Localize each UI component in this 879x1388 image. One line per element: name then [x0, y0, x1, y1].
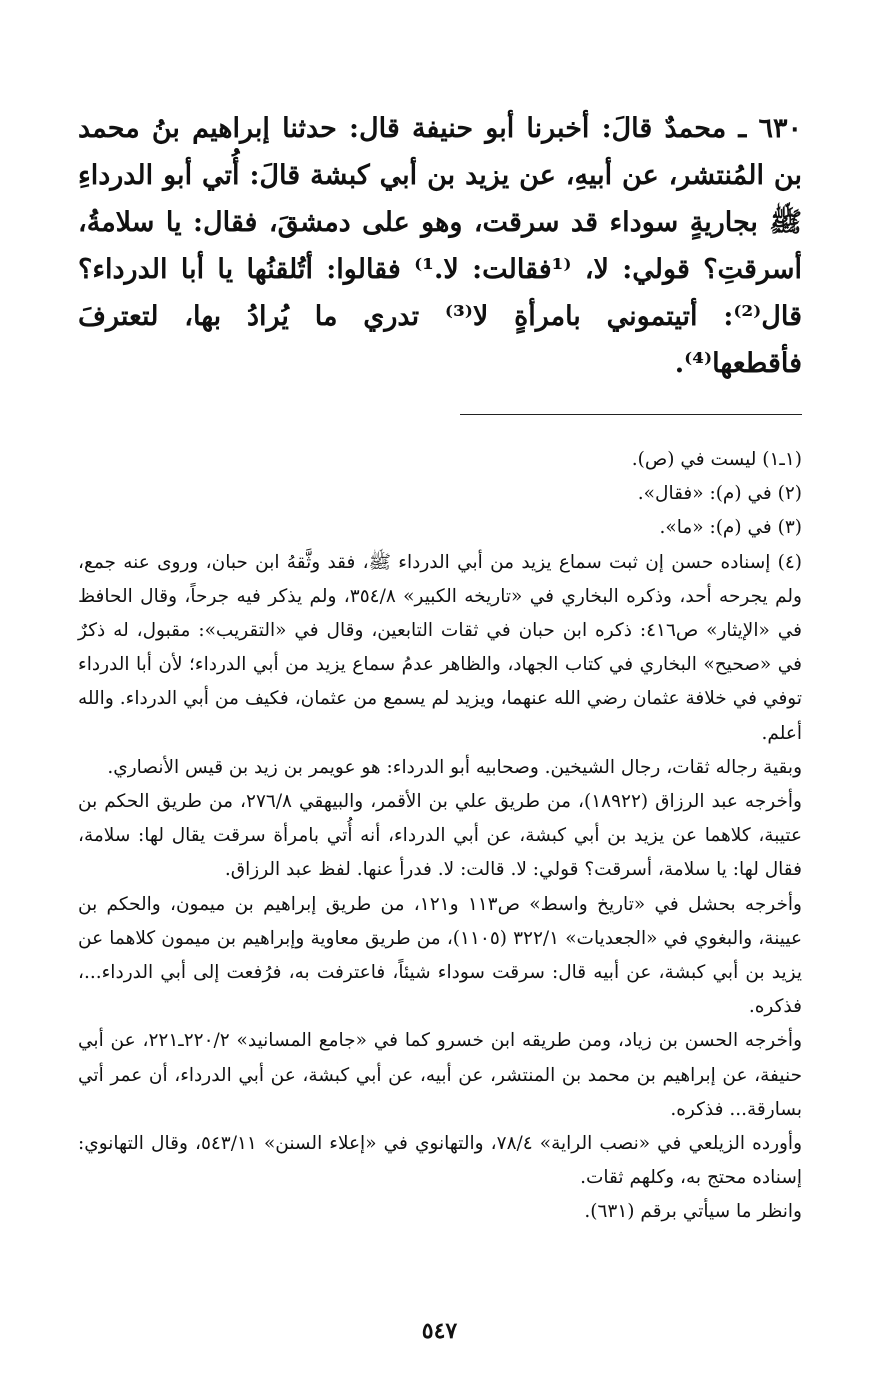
commentary-paragraph-6: وانظر ما سيأتي برقم (٦٣١). [584, 1201, 802, 1223]
hadith-paragraph: ٦٣٠ ـ محمدٌ قالَ: أخبرنا أبو حنيفة قال: حدثنا إبراهيم بنُ محمد بن المُنتشر، عن أبيهِ، عن يزيد بن أبي كبشة قالَ: أُتي أبو الدرداءِ ﷺ بجاريةٍ سوداء قد سرقت، وهو على دمشقَ، فقال: يا سلامةُ، أسرقتِ؟ قولي: لا، ⁽¹فقالت: لا.¹⁾ فقالوا: أتُلقنُها يا أبا الدرداء؟ قال⁽²⁾: أتيتموني بامرأةٍ لا⁽³⁾ تدري ما يُرادُ بها، لتعترفَ فأقطعها⁽⁴⁾. [78, 113, 802, 379]
footnote-2: (٢) في (م): «فقال». [637, 483, 802, 505]
footnote-4: (٤) إسناده حسن إن ثبت سماع يزيد من أبي الدرداء ﷺ، فقد وثَّقهُ ابن حبان، وروى عنه جمع، ولم يجرحه أحد، وذكره البخاري في «تاريخه الكبير» ٣٥٤/٨، ولم يذكر فيه جرحاً، وقال الحافظ في «الإيثار» ص٤١٦: ذكره ابن حبان في ثقات التابعين، وقال في «التقريب»: مقبول، له ذكرٌ في «صحيح» البخاري في كتاب الجهاد، والظاهر عدمُ سماع يزيد من أبي الدرداء؛ لأن أبا الدرداء توفي في خلافة عثمان رضي الله عنهما، ويزيد لم يسمع من عثمان، فكيف من أبي الدرداء. والله أعلم. [78, 551, 802, 744]
commentary-paragraph-2: وأخرجه عبد الرزاق (١٨٩٢٢)، من طريق علي بن الأقمر، والبيهقي ٢٧٦/٨، من طريق الحكم بن عتيبة، كلاهما عن يزيد بن أبي كبشة، عن أبي الدرداء، أنه أُتي بامرأة سرقت يقال لها: سلامة، فقال لها: يا سلامة، أسرقت؟ قولي: لا. قالت: لا. فدرأ عنها. لفظ عبد الرزاق. [78, 791, 802, 881]
page-number: ٥٤٧ [421, 1318, 458, 1344]
commentary-paragraph-5: وأورده الزيلعي في «نصب الراية» ٧٨/٤، والتهانوي في «إعلاء السنن» ٥٤٣/١١، وقال التهانوي: إسناده محتج به، وكلهم ثقات. [78, 1133, 803, 1189]
footnotes-section [78, 443, 802, 1230]
footnote-3: (٣) في (م): «ما». [659, 517, 802, 539]
commentary-paragraph-3: وأخرجه بحشل في «تاريخ واسط» ص١١٣ و١٢١، من طريق إبراهيم بن ميمون، والحكم بن عيينة، والبغوي في «الجعديات» ٣٢٢/١ (١١٠٥)، من طريق معاوية وإبراهيم بن ميمون كلاهما عن يزيد بن أبي كبشة، عن أبيه قال: سرقت سوداء شيئاً، فاعترفت به، فرُفعت إلى أبي الدرداء...، فذكره. [78, 893, 802, 1018]
commentary-paragraph-1: وبقية رجاله ثقات، رجال الشيخين. وصحابيه أبو الدرداء: هو عويمر بن زيد بن قيس الأنصاري. [107, 756, 802, 778]
commentary-paragraph-4: وأخرجه الحسن بن زياد، ومن طريقه ابن خسرو كما في «جامع المسانيد» ٢٢٠/٢ـ٢٢١، عن أبي حنيفة، عن إبراهيم بن محمد بن المنتشر، عن أبيه، عن أبي كبشة، عن أبي الدرداء، أن عمر أتي بسارقة... فذكره. [78, 1030, 802, 1120]
footnote-1: (١ـ١) ليست في (ص). [631, 449, 802, 470]
page-content [78, 105, 802, 1365]
footnote-separator [460, 414, 802, 415]
hadith-text [78, 105, 802, 387]
